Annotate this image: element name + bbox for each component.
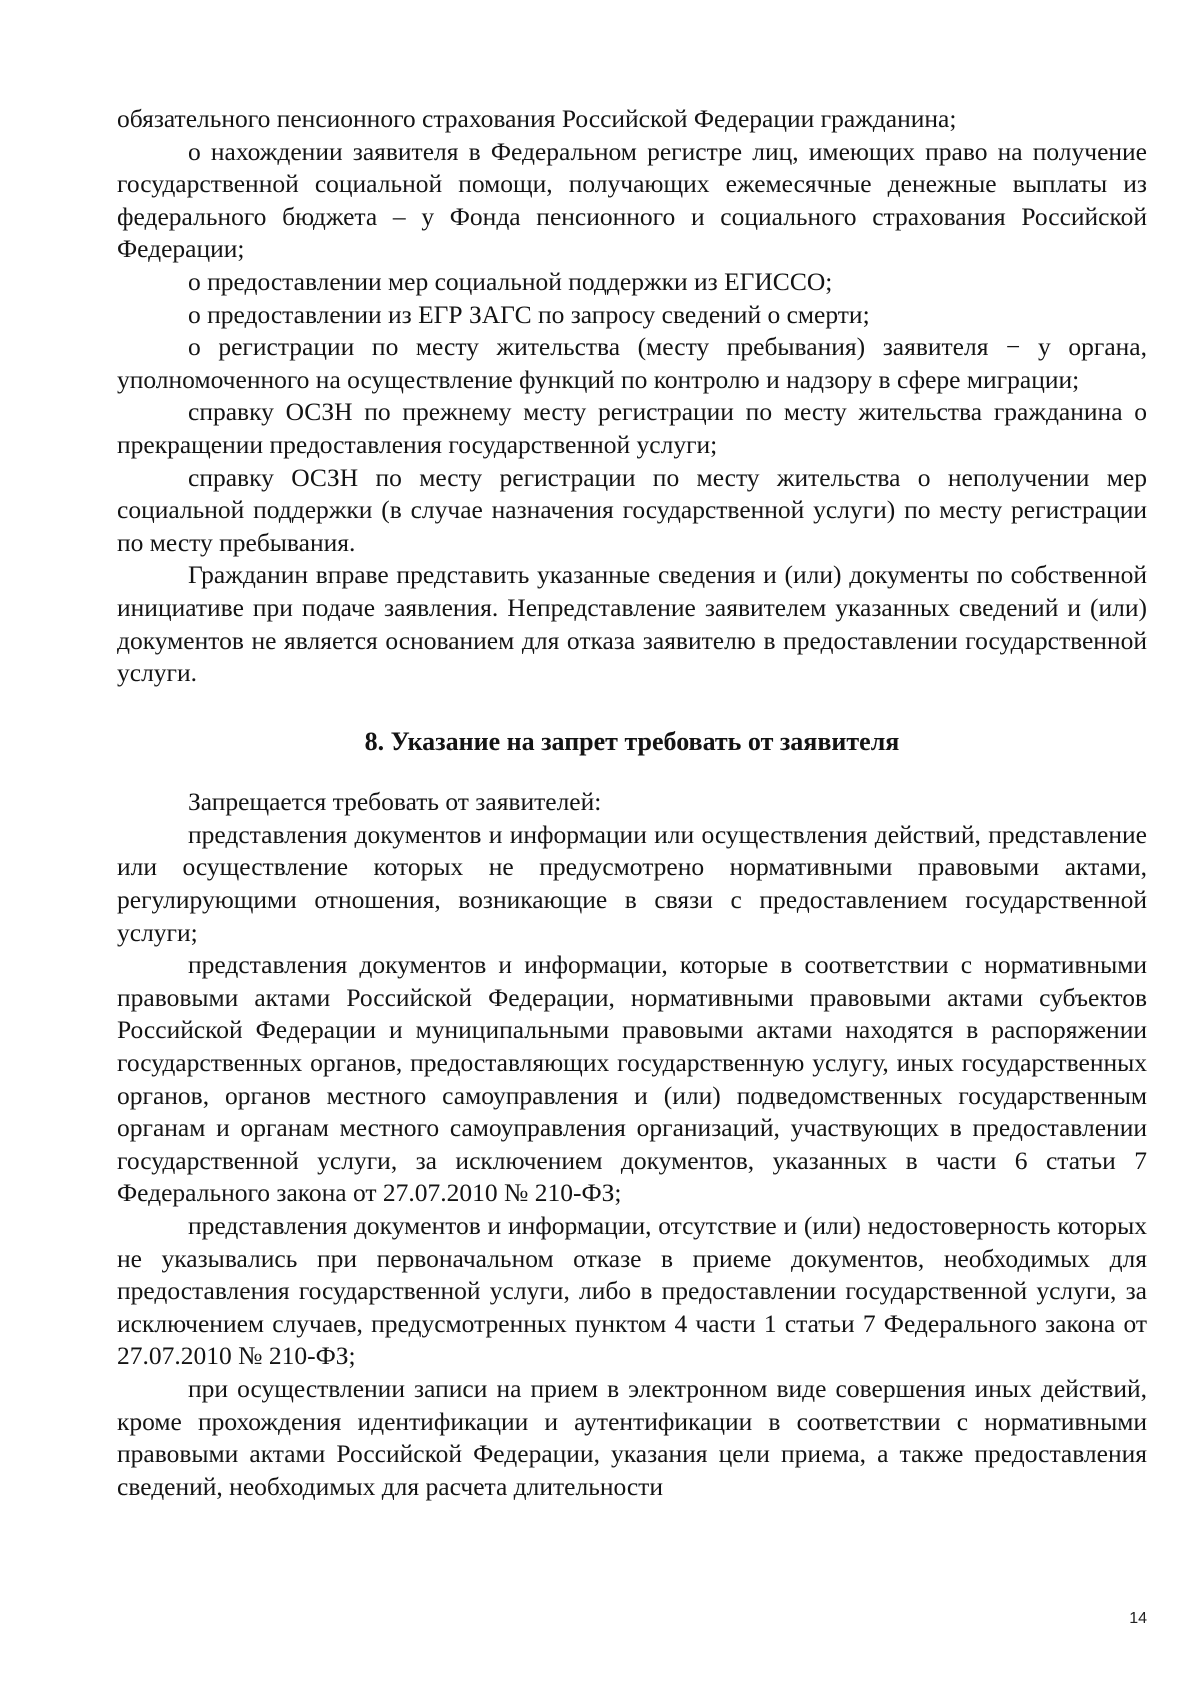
paragraph: Гражданин вправе представить указанные сведения и (или) документы по собственной инициативе при подаче заявления. Непредставление заявителем указанных сведений и (или) документов не является основанием для отказа заявителю в предоставлении государственной услуги. [117, 560, 1147, 688]
section-heading: 8. Указание на запрет требовать от заявителя [364, 726, 900, 756]
paragraph: представления документов и информации, отсутствие и (или) недостоверность которых не указывались при первоначальном отказе в приеме документов, необходимых для предоставления государственной услуги, либо в предоставлении государственной услуги, за исключением случаев, предусмотренных пунктом 4 части 1 статьи 7 Федерального закона от 27.07.2010 № 210-ФЗ; [117, 1211, 1147, 1371]
paragraph: представления документов и информации, которые в соответствии с нормативными правовыми актами Российской Федерации, нормативными правовыми актами субъектов Российской Федерации и муниципальными правовыми актами находятся в распоряжении государственных органов, предоставляющих государственную услугу, иных государственных органов, органов местного самоуправления и (или) подведомственных государственным органам и органам местного самоуправления организаций, участвующих в предоставлении государственной услуги, за исключением документов, указанных в части 6 статьи 7 Федерального закона от 27.07.2010 № 210-ФЗ; [117, 950, 1147, 1208]
paragraph: справку ОСЗН по прежнему месту регистрации по месту жительства гражданина о прекращении предоставления государственной услуги; [117, 397, 1147, 459]
page-number: 14 [1129, 1610, 1147, 1627]
document-page [117, 103, 1147, 1503]
paragraph: Запрещается требовать от заявителей: [188, 787, 602, 817]
paragraph: представления документов и информации или осуществления действий, представление или осуществление которых не предусмотрено нормативными правовыми актами, регулирующими отношения, возникающие в связи с предоставлением государственной услуги; [117, 819, 1147, 947]
paragraph: о предоставлении мер социальной поддержки из ЕГИССО; [188, 266, 833, 296]
paragraph: обязательного пенсионного страхования Российской Федерации гражданина; [117, 104, 957, 133]
paragraph: о предоставлении из ЕГР ЗАГС по запросу сведений о смерти; [188, 299, 870, 329]
paragraph: при осуществлении записи на прием в электронном виде совершения иных действий, кроме прохождения идентификации и аутентификации в соответствии с нормативными правовыми актами Российской Федерации, указания цели приема, а также предоставления сведений, необходимых для расчета длительности [117, 1373, 1147, 1501]
paragraph: о нахождении заявителя в Федеральном регистре лиц, имеющих право на получение государственной социальной помощи, получающих ежемесячные денежные выплаты из федерального бюджета – у Фонда пенсионного и социального страхования Российской Федерации; [117, 136, 1147, 264]
paragraph: о регистрации по месту жительства (месту пребывания) заявителя − у органа, уполномоченного на осуществление функций по контролю и надзору в сфере миграции; [117, 332, 1147, 394]
paragraph: справку ОСЗН по месту регистрации по месту жительства о неполучении мер социальной поддержки (в случае назначения государственной услуги) по месту регистрации по месту пребывания. [117, 462, 1147, 557]
